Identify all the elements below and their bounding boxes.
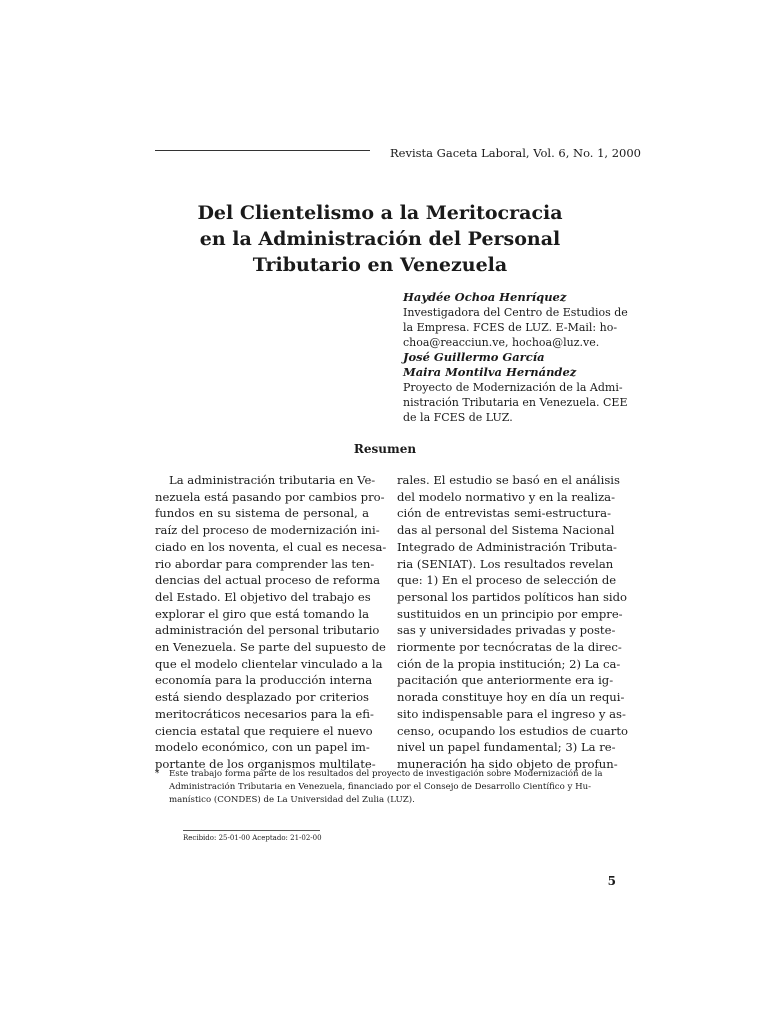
affiliation-line: Proyecto de Modernización de la Admi- xyxy=(403,381,623,394)
abstract-heading: Resumen xyxy=(353,442,417,456)
abstract-line: das al personal del Sistema Nacional xyxy=(397,523,615,538)
received-rule xyxy=(183,830,320,831)
abstract-line: riormente por tecnócratas de la direc- xyxy=(397,640,622,655)
author-name: José Guillermo García xyxy=(403,350,545,364)
abstract-line: Integrado de Administración Tributa- xyxy=(397,539,617,554)
author-name: Haydée Ochoa Henríquez xyxy=(403,290,567,304)
title-line: en la Administración del Personal xyxy=(199,228,561,250)
page-number: 5 xyxy=(607,874,616,888)
abstract-line: La administración tributaria en Ve- xyxy=(169,473,376,487)
abstract-right-column xyxy=(397,472,628,773)
affiliation-line: choa@reacciun.ve, hochoa@luz.ve. xyxy=(403,336,600,349)
abstract-line: nivel un papel fundamental; 3) La re- xyxy=(397,740,616,755)
abstract-line: norada constituye hoy en día un requi- xyxy=(397,690,625,705)
abstract-line: sustituidos en un principio por empre- xyxy=(397,606,623,621)
abstract-line: pacitación que anteriormente era ig- xyxy=(397,673,614,688)
abstract-line: modelo económico, con un papel im- xyxy=(155,740,370,755)
footnote-line: manístico (CONDES) de La Universidad del Zulia (LUZ). xyxy=(169,795,415,805)
abstract-line: nezuela está pasando por cambios pro- xyxy=(155,489,385,504)
abstract-line: administración del personal tributario xyxy=(155,623,380,638)
abstract-line: rio abordar para comprender las ten- xyxy=(155,556,375,571)
abstract-line: ria (SENIAT). Los resultados revelan xyxy=(397,556,614,571)
abstract-line: dencias del actual proceso de reforma xyxy=(155,573,381,588)
footnote-line: Administración Tributaria en Venezuela, financiado por el Consejo de Desarrollo Científico y Hu- xyxy=(169,782,592,792)
abstract-line: economía para la producción interna xyxy=(155,673,373,688)
running-head: Revista Gaceta Laboral, Vol. 6, No. 1, 2000 xyxy=(390,146,641,160)
title-line: Del Clientelismo a la Meritocracia xyxy=(197,202,563,224)
abstract-line: rales. El estudio se basó en el análisis xyxy=(397,473,620,487)
abstract-line: fundos en su sistema de personal, a xyxy=(155,506,369,521)
author-block xyxy=(403,290,628,425)
abstract-line: sas y universidades privadas y poste- xyxy=(397,623,616,638)
abstract-line: del Estado. El objetivo del trabajo es xyxy=(155,589,371,604)
header-rule xyxy=(155,150,370,151)
abstract-line: meritocráticos necesarios para la efi- xyxy=(155,706,374,721)
footnote-marker: * xyxy=(155,769,160,779)
abstract-line: portante de los organismos multilate- xyxy=(155,756,376,771)
affiliation-line: la Empresa. FCES de LUZ. E-Mail: ho- xyxy=(403,321,618,334)
abstract-line: del modelo normativo y en la realiza- xyxy=(397,489,616,504)
article-title xyxy=(140,200,620,278)
abstract-line: personal los partidos políticos han sido xyxy=(397,589,628,604)
abstract-line: ciado en los noventa, el cual es necesa- xyxy=(155,539,387,554)
abstract-line: raíz del proceso de modernización ini- xyxy=(155,523,380,538)
abstract-line: ciencia estatal que requiere el nuevo xyxy=(155,723,373,738)
abstract-line: sito indispensable para el ingreso y as- xyxy=(397,706,626,721)
affiliation-line: nistración Tributaria en Venezuela. CEE xyxy=(403,396,628,409)
title-line: Tributario en Venezuela xyxy=(252,254,508,276)
footnote xyxy=(155,768,617,807)
abstract-line: ción de entrevistas semi-estructura- xyxy=(397,506,611,521)
abstract-line: está siendo desplazado por criterios xyxy=(155,690,369,705)
abstract-line: muneración ha sido objeto de profun- xyxy=(397,756,618,771)
abstract-line: ción de la propia institución; 2) La ca- xyxy=(397,656,621,671)
abstract-line: explorar el giro que está tomando la xyxy=(155,606,370,621)
footnote-line: Este trabajo forma parte de los resultados del proyecto de investigación sobre Modernización de la xyxy=(169,769,603,779)
abstract-line: en Venezuela. Se parte del supuesto de xyxy=(155,640,386,655)
received-dates: Recibido: 25-01-00 Aceptado: 21-02-00 xyxy=(183,834,322,842)
abstract-line: que: 1) En el proceso de selección de xyxy=(397,573,617,588)
author-name: Maira Montilva Hernández xyxy=(403,365,577,379)
footnote-text xyxy=(169,768,617,807)
abstract-line: censo, ocupando los estudios de cuarto xyxy=(397,723,628,738)
affiliation-line: Investigadora del Centro de Estudios de xyxy=(403,306,628,319)
abstract-line: que el modelo clientelar vinculado a la xyxy=(155,656,383,671)
affiliation-line: de la FCES de LUZ. xyxy=(403,411,513,424)
abstract-left-column xyxy=(155,472,387,773)
